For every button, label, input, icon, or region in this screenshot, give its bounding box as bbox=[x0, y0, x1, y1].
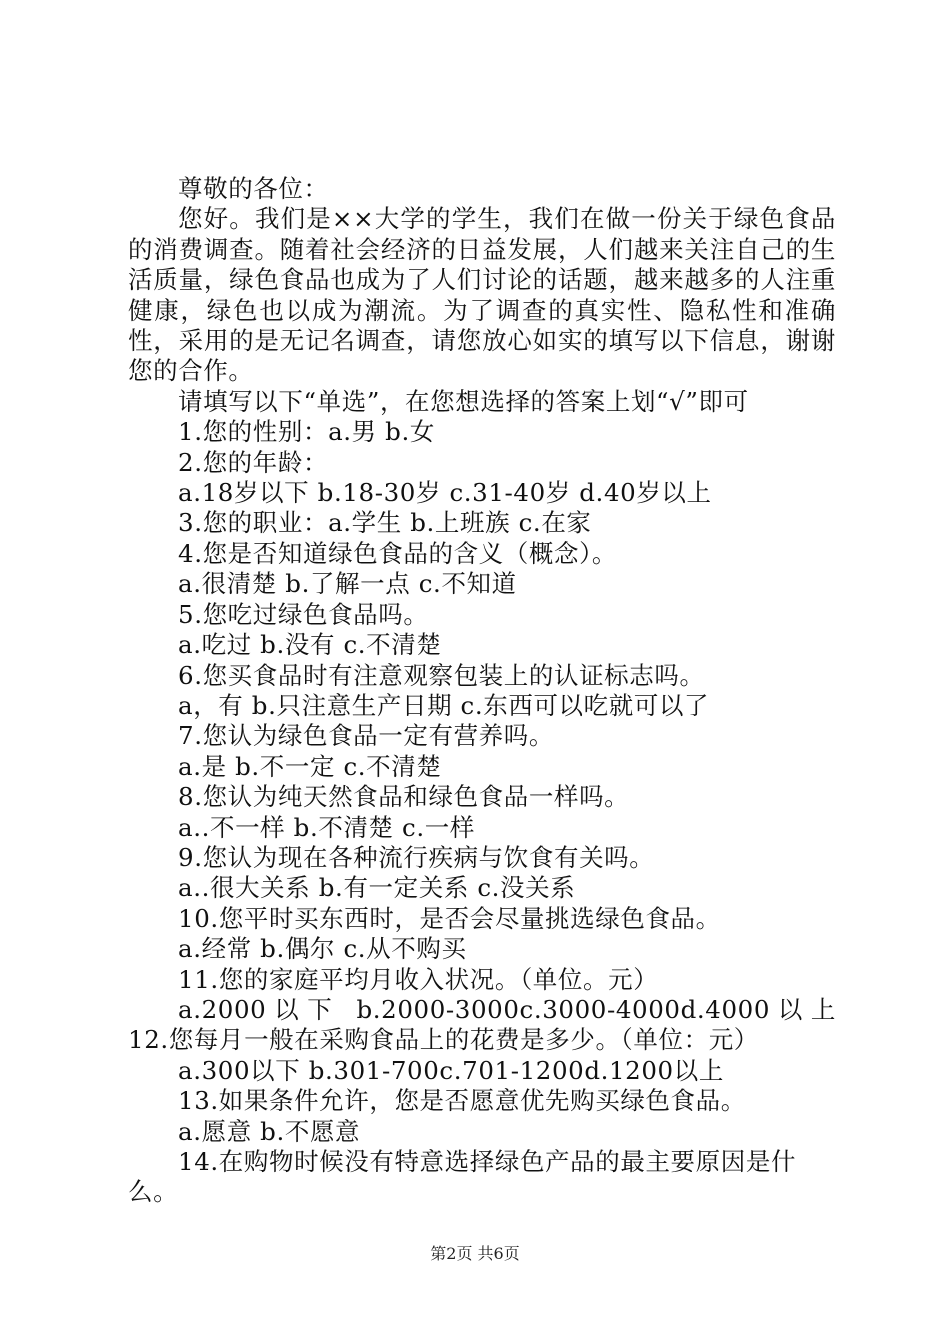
option-line: a.愿意 b.不愿意 bbox=[178, 1116, 361, 1146]
question-line: 6.您买食品时有注意观察包装上的认证标志吗。 bbox=[178, 660, 705, 690]
page-footer: 第2页 共6页 bbox=[430, 1244, 520, 1263]
question-line: 7.您认为绿色食品一定有营养吗。 bbox=[178, 721, 554, 751]
option-line: a.很清楚 b.了解一点 c.不知道 bbox=[178, 569, 517, 599]
intro-paragraph: 您好。我们是××大学的学生，我们在做一份关于绿色食品的消费调查。随着社会经济的日益发展，人们越来关注自己的生活质量，绿色食品也成为了人们讨论的话题，越来越多的人注重健康，绿色也以成为潮流。为了调查的真实性、隐私性和准确性，采用的是无记名调查，请您放心如实的填写以下信息，谢谢您的合作。 bbox=[128, 204, 836, 386]
question-line: 10.您平时买东西时，是否会尽量挑选绿色食品。 bbox=[178, 903, 721, 933]
question-line: 4.您是否知道绿色食品的含义（概念）。 bbox=[178, 538, 618, 568]
option-line: a.300以下 b.301-700c.701-1200d.1200以上 bbox=[178, 1055, 724, 1085]
salutation: 尊敬的各位： bbox=[178, 174, 329, 203]
wrapped-option-question-line: a.2000以下 b.2000-3000c.3000-4000d.4000以上 12.您每月一般在采购食品上的花费是多少。（单位：元） bbox=[128, 994, 836, 1055]
option-line: a.18岁以下 b.18-30岁 c.31-40岁 d.40岁以上 bbox=[178, 478, 712, 508]
instruction-line: 请填写以下“单选”，在您想选择的答案上划“√”即可 bbox=[178, 386, 749, 416]
option-line: a..很大关系 b.有一定关系 c.没关系 bbox=[178, 873, 576, 903]
question-line: 8.您认为纯天然食品和绿色食品一样吗。 bbox=[178, 782, 630, 812]
question-line: 13.如果条件允许，您是否愿意优先购买绿色食品。 bbox=[178, 1086, 746, 1116]
question-line: 11.您的家庭平均月收入状况。（单位。元） bbox=[178, 964, 659, 994]
question-line: 14.在购物时候没有特意选择绿色产品的最主要原因是什么。 bbox=[128, 1147, 797, 1207]
question-line: 9.您认为现在各种流行疾病与饮食有关吗。 bbox=[178, 842, 655, 872]
question-line: 5.您吃过绿色食品吗。 bbox=[178, 599, 429, 629]
option-line: a.经常 b.偶尔 c.从不购买 bbox=[178, 934, 467, 964]
document-body bbox=[128, 174, 836, 1208]
option-line: a，有 b.只注意生产日期 c.东西可以吃就可以了 bbox=[178, 690, 710, 720]
question-line: 1.您的性别：a.男 b.女 bbox=[178, 417, 435, 447]
option-line: a.是 b.不一定 c.不清楚 bbox=[178, 751, 442, 781]
question-line: 2.您的年龄： bbox=[178, 447, 329, 477]
option-line: a..不一样 b.不清楚 c.一样 bbox=[178, 812, 475, 842]
question-line: 3.您的职业：a.学生 b.上班族 c.在家 bbox=[178, 508, 592, 538]
option-line: a.吃过 b.没有 c.不清楚 bbox=[178, 630, 442, 660]
